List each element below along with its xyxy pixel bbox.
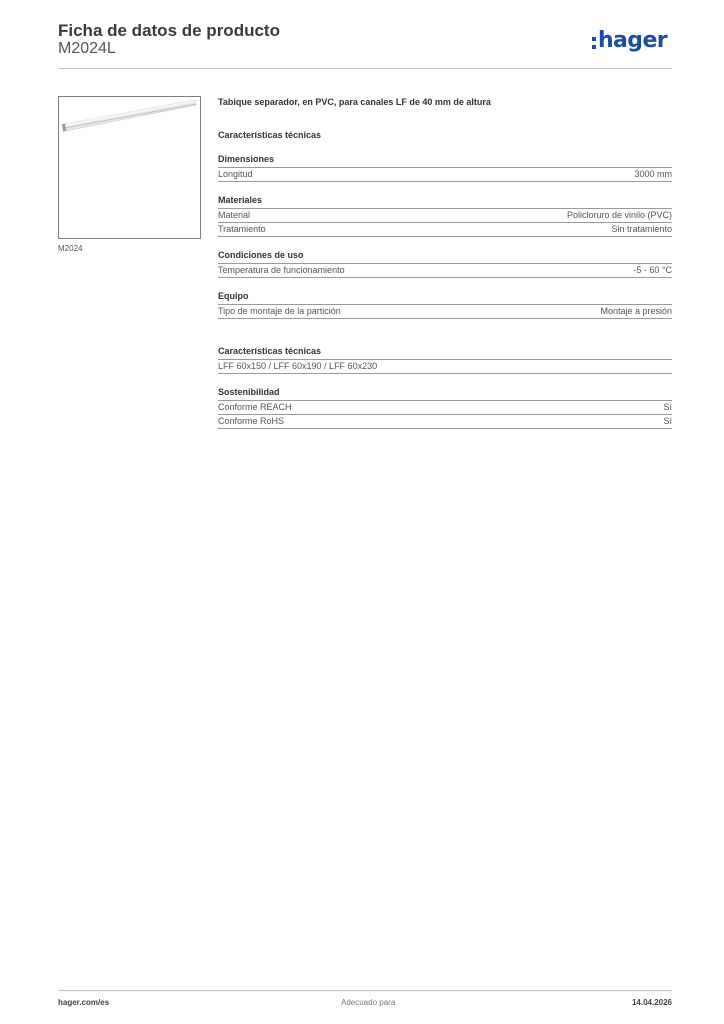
section-title: Condiciones de uso <box>218 250 672 264</box>
tech-specs-heading: Características técnicas <box>218 130 322 140</box>
section-dimensiones <box>218 154 672 182</box>
spec-label: Tipo de montaje de la partición <box>218 306 341 316</box>
spec-value: Sí <box>663 402 672 412</box>
product-description: Tabique separador, en PVC, para canales LF de 40 mm de altura <box>218 97 491 107</box>
footer-suitable-for: Adecuado para <box>341 998 396 1007</box>
website-link[interactable]: hager.com/es <box>58 998 110 1007</box>
spec-row <box>218 401 672 415</box>
product-reference: M2024L <box>58 40 116 57</box>
spec-row <box>218 223 672 237</box>
spec-label: LFF 60x150 / LFF 60x190 / LFF 60x230 <box>218 361 378 371</box>
footer-date: 14.04.2026 <box>631 998 672 1007</box>
spec-value: Policloruro de vinilo (PVC) <box>566 210 672 220</box>
section-caracteristicas <box>218 346 672 374</box>
page-title: Ficha de datos de producto <box>58 21 280 40</box>
section-title: Sostenibilidad <box>218 387 672 401</box>
logo-text: hager <box>598 28 668 53</box>
spec-value: Sí <box>663 416 672 426</box>
spec-label: Conforme RoHS <box>218 416 285 426</box>
section-equipo <box>218 291 672 319</box>
hager-logo <box>592 26 667 56</box>
product-image <box>58 96 201 239</box>
spec-label: Material <box>218 210 251 220</box>
spec-row <box>218 305 672 319</box>
spec-value: Sin tratamiento <box>611 224 672 234</box>
section-materiales <box>218 195 672 237</box>
section-title: Materiales <box>218 195 672 209</box>
spec-row <box>218 168 672 182</box>
spec-label: Tratamiento <box>218 224 266 234</box>
image-caption: M2024 <box>58 244 83 253</box>
header-divider <box>58 68 672 69</box>
spec-content <box>218 96 672 429</box>
section-title: Características técnicas <box>218 346 672 360</box>
spec-value: -5 - 60 °C <box>633 265 672 275</box>
spec-value: Montaje a presión <box>600 306 672 316</box>
spec-label: Conforme REACH <box>218 402 292 412</box>
spec-value: 3000 mm <box>634 169 672 179</box>
spec-label: Temperatura de funcionamiento <box>218 265 345 275</box>
spec-row <box>218 209 672 223</box>
spec-row <box>218 415 672 429</box>
section-sostenibilidad <box>218 387 672 429</box>
footer-divider <box>58 990 672 991</box>
spec-row <box>218 264 672 278</box>
spec-label: Longitud <box>218 169 253 179</box>
partition-profile-icon <box>59 97 200 238</box>
logo-dots-icon <box>592 37 596 49</box>
section-title: Equipo <box>218 291 672 305</box>
spec-row <box>218 360 672 374</box>
section-title: Dimensiones <box>218 154 672 168</box>
section-condiciones <box>218 250 672 278</box>
